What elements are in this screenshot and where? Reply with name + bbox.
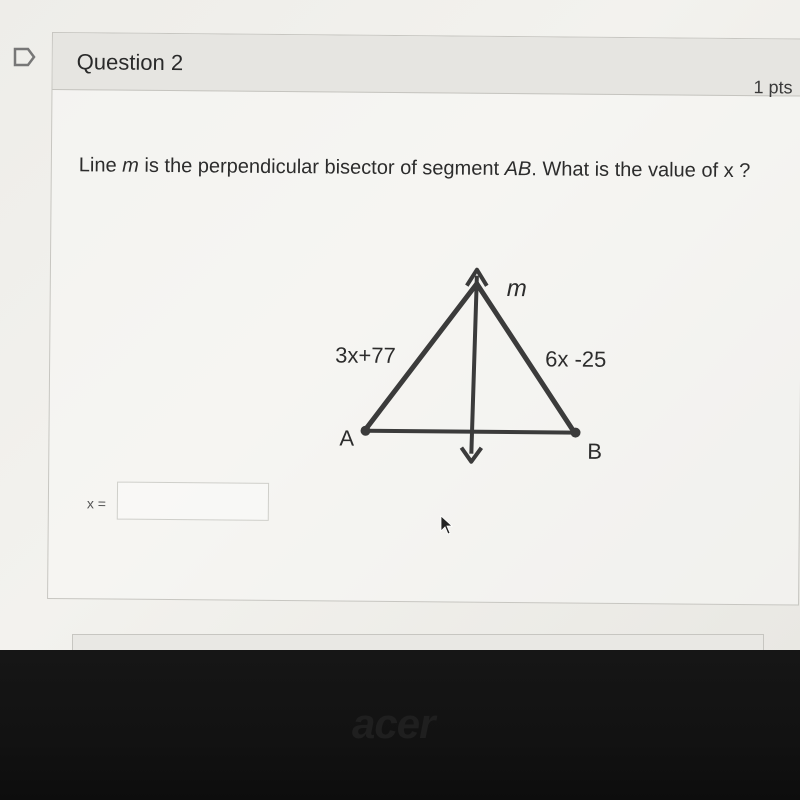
question-text-segment: AB [504,157,532,181]
right-side-label: 6x -25 [545,346,607,372]
left-side-label: 3x+77 [335,342,396,369]
bookmark-flag-icon[interactable] [12,46,38,68]
question-text [79,151,799,185]
question-header [52,33,800,97]
answer-label: x = [86,495,107,512]
question-text-suffix: . What is the value of x ? [531,158,751,183]
mouse-pointer-icon [440,515,454,537]
question-text-middle: is the perpendicular bisector of segment [138,154,505,180]
point-a-label: A [339,425,355,451]
question-text-prefix: Line [78,154,123,177]
line-m [471,276,477,454]
segment-ab [365,431,575,433]
answer-input[interactable] [117,482,269,521]
question-title: Question 2 [76,49,184,76]
point-a-dot [360,426,370,436]
question-text-line-variable: m [122,154,139,177]
line-m-label: m [506,274,527,303]
question-points: 1 pts [753,77,793,98]
point-b-label: B [587,438,603,464]
question-card [47,32,800,606]
bisector-diagram [279,260,681,473]
brand-logo: acer [352,700,435,747]
point-b-dot [570,428,580,438]
